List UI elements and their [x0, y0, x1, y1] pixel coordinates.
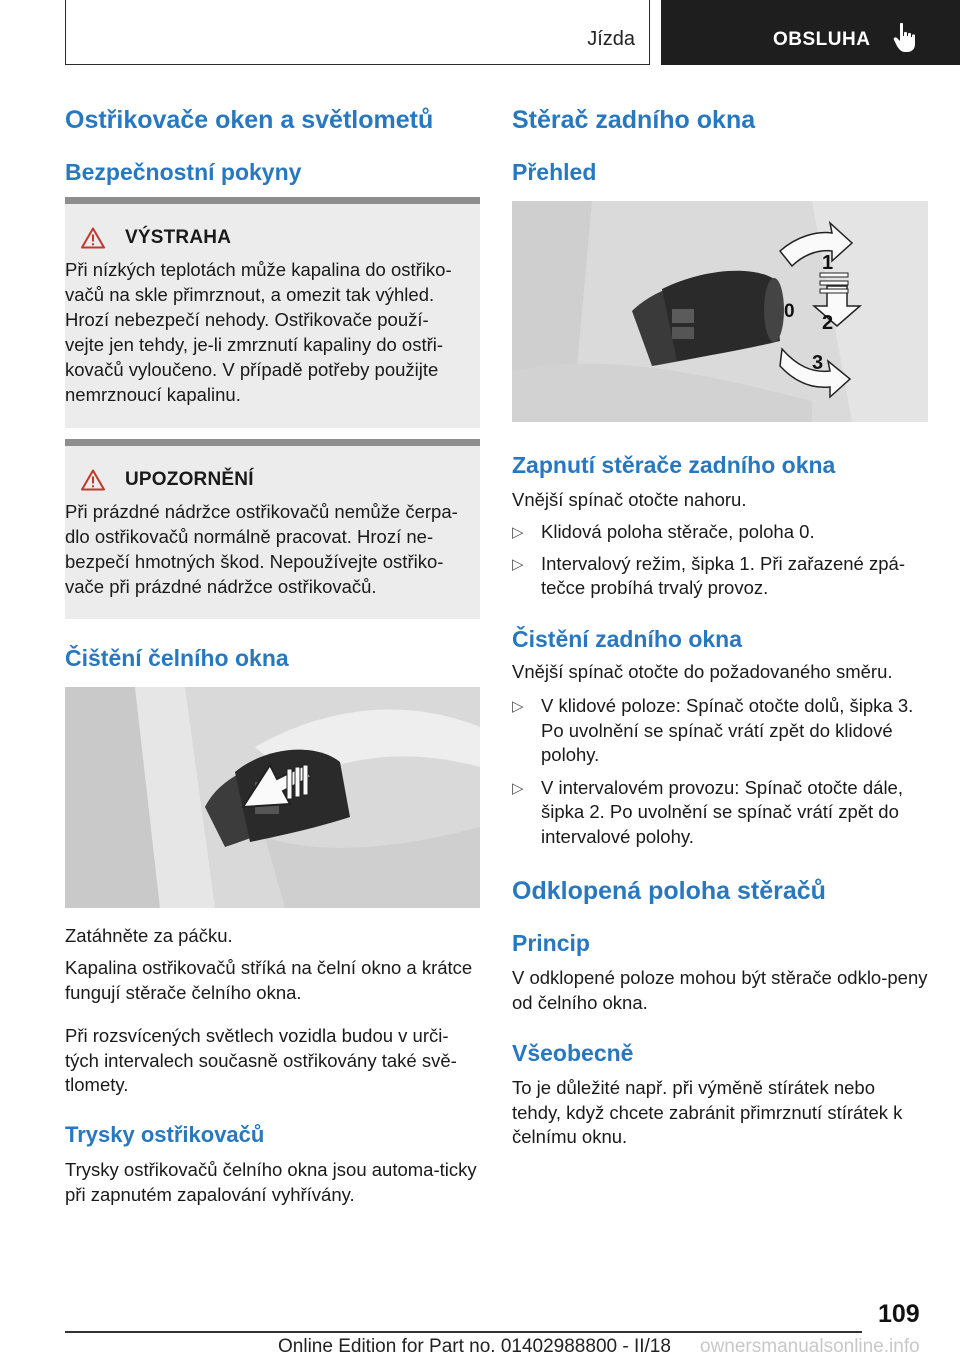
heading-general: Všeobecně [512, 1040, 634, 1066]
text-general: To je důležité např. při výměně stírátek nebo tehdy, když chcete zabránit přimrznutí stírátek k čelnímu oknu. [512, 1077, 903, 1147]
text-nozzles: Trysky ostřikovačů čelního okna jsou automa‐ticky při zapnutém zapalování vyhřívány. [65, 1159, 477, 1205]
text-pull-lever: Zatáhněte za páčku. [65, 925, 233, 946]
figure-label-1: 1 [822, 252, 834, 274]
caution-title: UPOZORNĚNÍ [125, 469, 254, 490]
heading-windscreen: Čištění čelního okna [65, 645, 289, 671]
heading-overview: Přehled [512, 159, 597, 185]
footer-divider [65, 1331, 862, 1333]
header-section-box [65, 0, 650, 65]
list-item: ▷ V intervalovém provozu: Spínač otočte dále, šipka 2. Po uvolnění se spínač vrátí zpět do intervalové polohy. [512, 776, 928, 850]
warning-text: Při nízkých teplotách může kapalina do ostřiko‐vačů na skle přimrznout, a omezit tak výhled. Hrozí nebezpečí nehody. Ostřikovače použí‐vejte jen tehdy, je-li zmrznutí kapaliny do ostři‐kovačů vyloučeno. V případě potřeby použijte nemrznoucí kapalinu. [65, 259, 452, 405]
caution-text: Při prázdné nádržce ostřikovačů nemůže čerpa‐dlo ostřikovačů normálně pracovat. Hrozí ne‐bezpečí hmotných škod. Nepoužívejte ostřiko‐vače při prázdné nádržce ostřikovačů. [65, 501, 458, 597]
cleaning-list [512, 694, 928, 849]
header-chapter-label: OBSLUHA [773, 29, 871, 50]
heading-rear-cleaning: Čistění zadního okna [512, 626, 743, 652]
list-item: ▷ Intervalový režim, šipka 1. Při zařazené zpá‐tečce probíhá trvalý provoz. [512, 552, 928, 601]
warning-box [65, 197, 480, 428]
text-headlight-wash: Při rozsvícených světlech vozidla budou v urči‐tých intervalech současně ostřikovány také svě‐tlomety. [65, 1025, 457, 1095]
header-section-label: Jízda [587, 28, 635, 50]
caution-triangle-icon [81, 469, 105, 491]
heading-nozzles: Trysky ostřikovačů [65, 1122, 265, 1147]
list-item: ▷ Klidová poloha stěrače, poloha 0. [512, 520, 928, 545]
page-number: 109 [878, 1300, 920, 1328]
heading-safety: Bezpečnostní pokyny [65, 159, 302, 185]
watermark: ownersmanualsonline.info [700, 1336, 920, 1357]
heading-principle: Princip [512, 930, 590, 956]
header-chapter-tab [661, 0, 960, 65]
text-rear-cleaning: Vnější spínač otočte do požadovaného směru. [512, 661, 893, 682]
switch-on-list [512, 520, 928, 601]
warning-title: VÝSTRAHA [125, 227, 232, 248]
heading-washers: Ostřikovače oken a světlometů [65, 106, 434, 134]
figure-label-0: 0 [784, 301, 795, 322]
warning-triangle-icon [81, 227, 105, 249]
footer-edition: Online Edition for Part no. 01402988800 - II/18 [278, 1336, 671, 1357]
figure-label-3: 3 [812, 352, 824, 374]
text-principle: V odklopené poloze mohou být stěrače odklo‐peny od čelního okna. [512, 967, 928, 1013]
list-item: ▷ V klidové poloze: Spínač otočte dolů, šipka 3. Po uvolnění se spínač vrátí zpět do klidové polohy. [512, 694, 928, 768]
caution-box [65, 439, 480, 619]
heading-rear-wiper: Stěrač zadního okna [512, 106, 756, 134]
figure-label-2: 2 [822, 312, 834, 334]
text-fluid-spray: Kapalina ostřikovačů stříká na čelní okno a krátce fungují stěrače čelního okna. [65, 957, 473, 1003]
text-switch-on: Vnější spínač otočte nahoru. [512, 489, 747, 510]
windscreen-lever-photo [65, 687, 480, 908]
pointing-hand-icon [893, 22, 919, 54]
rear-wiper-switch-photo [512, 201, 928, 422]
heading-switch-on-rear: Zapnutí stěrače zadního okna [512, 452, 836, 478]
heading-folded-position: Odklopená poloha stěračů [512, 877, 826, 905]
